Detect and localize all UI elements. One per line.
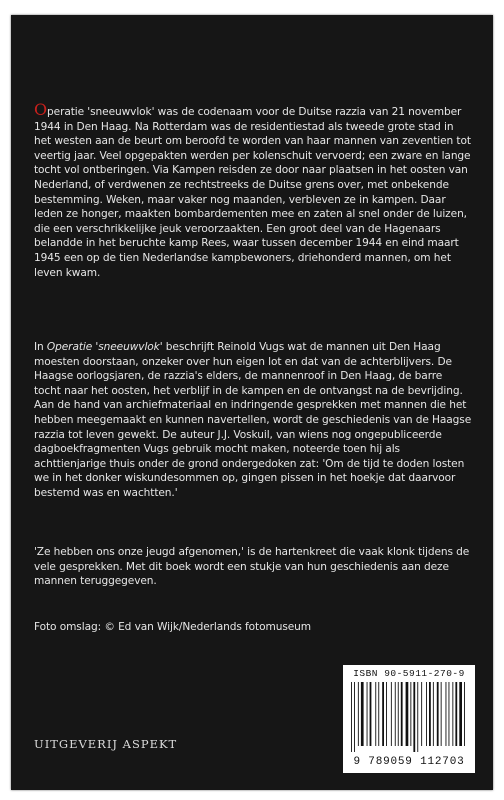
isbn-barcode-block (343, 665, 475, 773)
barcode-image (349, 682, 469, 752)
blurb-paragraph-3: 'Ze hebben ons onze jeugd afgenomen,' is de hartenkreet die vaak klonk tijdens de vele gesprekken. Met dit boek wordt een stukje van hun geschiedenis aan deze mannen teruggegeven. (34, 546, 470, 588)
drop-cap: O (34, 100, 48, 119)
paragraph-2-intro: In (34, 341, 47, 353)
barcode-number: 9 789059 112703 (353, 756, 465, 768)
isbn-label: ISBN 90-5911-270-9 (353, 668, 465, 679)
blurb-paragraph-2 (34, 340, 472, 501)
paragraph-2-text: beschrijft Reinold Vugs wat de mannen uit Den Haag moesten doorstaan, onzeker over hun eigen lot en dat van de achterblijvers. De Haagse oorlogsjaren, de razzia's elders, de mannenroof in Den Haag, de barre tocht naar het oosten, het verblijf in de kampen en de ontvangst na de bevrijding. Aan de hand van archiefmateriaal en indringende gesprekken met mannen die het hebben meegemaakt en kunnen navertellen, wordt de geschiedenis van de Haagse razzia tot leven gewekt. De auteur J.J. Voskuil, van wiens nog ongepubliceerde dagboekfragmenten Vugs gebruik mocht maken, noteerde toen hij als achttienjarige thuis onder de grond ondergedoken zat: 'Om de tijd te doden losten we in het donker wiskundesommen op, gingen pissen in het hoekje dat daarvoor bestemd was en wachtten.' (34, 341, 472, 499)
publisher-name: UITGEVERIJ ASPEKT (34, 737, 178, 751)
blurb-paragraph-1 (34, 100, 472, 280)
book-title: Operatie 'sneeuwvlok' (46, 341, 163, 353)
photo-credit: Foto omslag: © Ed van Wijk/Nederlands fotomuseum (34, 621, 311, 633)
paragraph-1-text: peratie 'sneeuwvlok' was de codenaam voor de Duitse razzia van 21 november 1944 in Den Haag. Na Rotterdam was de residentiestad als tweede grote stad in het westen aan de beurt om beroofd te worden van haar mannen van zeventien tot veertig jaar. Veel opgepakten werden per kolenschuit vervoerd; een zware en lange tocht vol ontberingen. Via Kampen reisden ze door naar plaatsen in het oosten van Nederland, of verdwenen ze rechtstreeks de Duitse grens over, met onbekende bestemming. Weken, maar vaker nog maanden, verbleven ze in kampen. Daar leden ze honger, maakten bombardementen mee en zaten al snel onder de luizen, die een verschrikkelijke jeuk veroorzaakten. Een groot deel van de Hagenaars belandde in het beruchte kamp Rees, waar tussen december 1944 en eind maart 1945 een op de tien Nederlandse kampbewoners, driehonderd mannen, om het leven kwam. (34, 106, 471, 279)
